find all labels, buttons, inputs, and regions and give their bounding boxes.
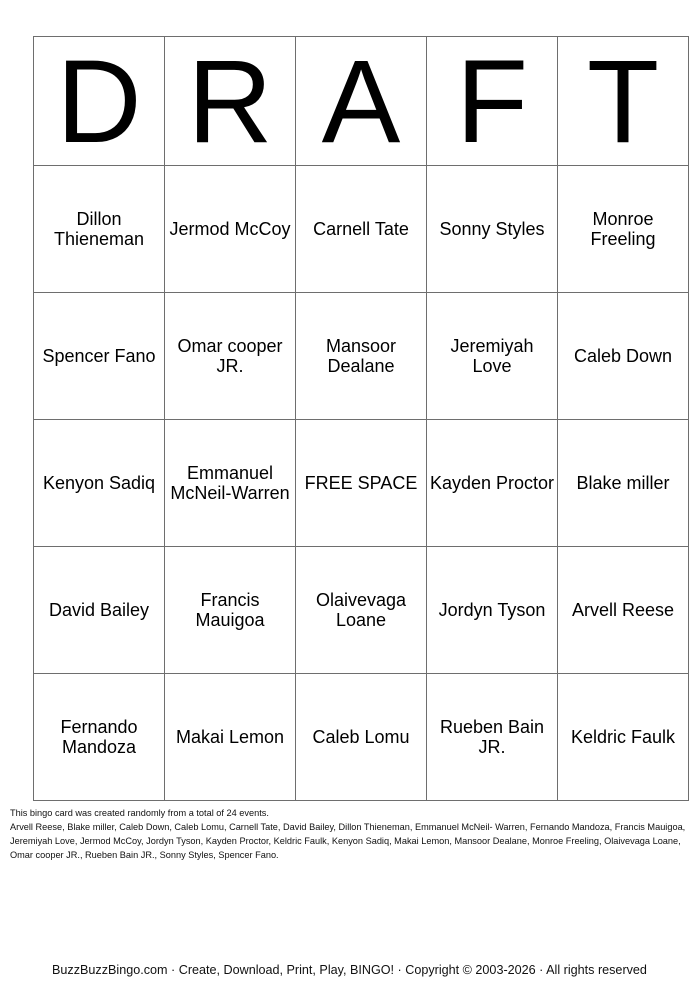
card-row bbox=[34, 547, 689, 674]
bingo-cell: Dillon Thieneman bbox=[34, 166, 165, 293]
bingo-cell: Caleb Down bbox=[558, 293, 689, 420]
card-description bbox=[10, 806, 690, 862]
bingo-cell: Olaivevaga Loane bbox=[296, 547, 427, 674]
bingo-cell: Emmanuel McNeil-Warren bbox=[165, 420, 296, 547]
bingo-cell: Francis Mauigoa bbox=[165, 547, 296, 674]
bingo-cell: Kenyon Sadiq bbox=[34, 420, 165, 547]
header-letter: F bbox=[427, 37, 558, 166]
header-row bbox=[34, 37, 689, 166]
bingo-cell: Spencer Fano bbox=[34, 293, 165, 420]
bingo-cell: Blake miller bbox=[558, 420, 689, 547]
event-list: Arvell Reese, Blake miller, Caleb Down, Caleb Lomu, Carnell Tate, David Bailey, Dillon Thieneman, Emmanuel McNeil- Warren, Fernando Mandoza, Francis Mauigoa, Jeremiyah Love, Jermod McCoy, Jordyn Tyson, Kayden Proctor, Keldric Faulk, Kenyon Sadiq, Makai Lemon, Mansoor Dealane, Monroe Freeling, Olaivevaga Loane, Omar cooper JR., Rueben Bain JR., Sonny Styles, Spencer Fano. bbox=[10, 822, 686, 860]
card-row bbox=[34, 293, 689, 420]
bingo-cell: Monroe Freeling bbox=[558, 166, 689, 293]
card-row bbox=[34, 166, 689, 293]
bingo-cell: Carnell Tate bbox=[296, 166, 427, 293]
header-letter: D bbox=[34, 37, 165, 166]
bingo-cell: Kayden Proctor bbox=[427, 420, 558, 547]
header-letter: A bbox=[296, 37, 427, 166]
bingo-cell: Keldric Faulk bbox=[558, 674, 689, 801]
bingo-cell: Rueben Bain JR. bbox=[427, 674, 558, 801]
bingo-cell: Jermod McCoy bbox=[165, 166, 296, 293]
bingo-cell: David Bailey bbox=[34, 547, 165, 674]
free-space-cell: FREE SPACE bbox=[296, 420, 427, 547]
header-letter: R bbox=[165, 37, 296, 166]
footer-copyright: BuzzBuzzBingo.com · Create, Download, Print, Play, BINGO! · Copyright © 2003-2026 · All rights reserved bbox=[52, 963, 647, 977]
bingo-cell: Sonny Styles bbox=[427, 166, 558, 293]
header-letter: T bbox=[558, 37, 689, 166]
card-description-intro: This bingo card was created randomly from a total of 24 events. bbox=[10, 808, 269, 818]
bingo-cell: Fernando Mandoza bbox=[34, 674, 165, 801]
bingo-cell: Mansoor Dealane bbox=[296, 293, 427, 420]
bingo-cell: Caleb Lomu bbox=[296, 674, 427, 801]
bingo-cell: Arvell Reese bbox=[558, 547, 689, 674]
bingo-cell: Makai Lemon bbox=[165, 674, 296, 801]
card-row bbox=[34, 420, 689, 547]
bingo-card bbox=[33, 36, 689, 801]
bingo-cell: Jordyn Tyson bbox=[427, 547, 558, 674]
bingo-cell: Omar cooper JR. bbox=[165, 293, 296, 420]
bingo-cell: Jeremiyah Love bbox=[427, 293, 558, 420]
card-row bbox=[34, 674, 689, 801]
